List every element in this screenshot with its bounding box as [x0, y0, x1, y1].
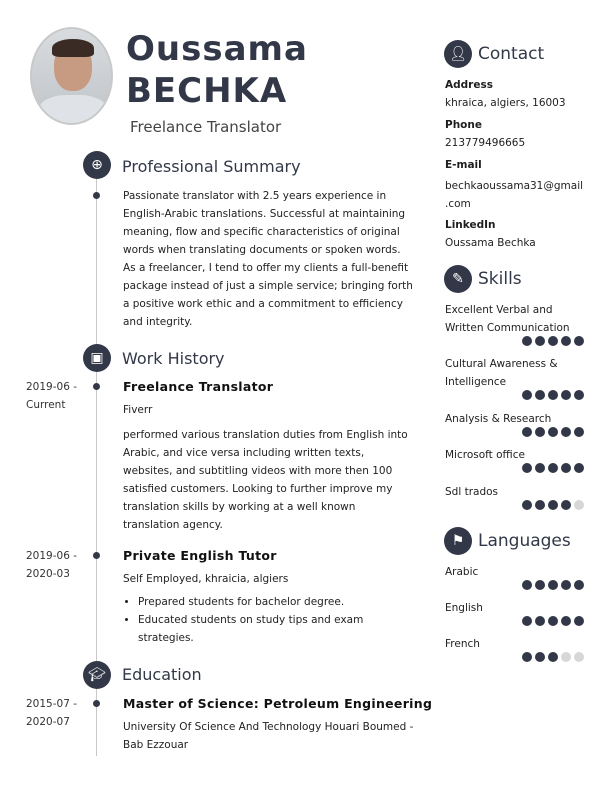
email-label: E-mail	[445, 159, 482, 171]
rating-dot	[522, 616, 532, 626]
rating-dot	[522, 463, 532, 473]
rating-dot	[522, 427, 532, 437]
rating-dot	[548, 336, 558, 346]
rating-dot	[561, 336, 571, 346]
profile-photo	[30, 27, 113, 125]
rating-dot	[522, 580, 532, 590]
section-title-summary: Professional Summary	[122, 157, 301, 176]
section-title-languages: Languages	[478, 531, 571, 551]
first-name: Oussama	[126, 29, 308, 69]
rating-dots	[522, 336, 584, 346]
address-value: khraica, algiers, 16003	[445, 97, 566, 109]
rating-dots	[522, 616, 584, 626]
rating-dots	[522, 652, 584, 662]
summary-text: Passionate translator with 2.5 years experience in English-Arabic translations. Successful at maintaining meaning, flow and specific characteristics of original words when translating documents or spoken words. As a freelancer, I tend to offer my clients a full-benefit package instead of just a simple service; bringing forth a positive work ethic and a commitment to efficiency and integrity.	[123, 190, 413, 328]
rating-dots	[522, 463, 584, 473]
degree-title: Master of Science: Petroleum Engineering	[123, 696, 433, 711]
rating-label: Excellent Verbal and Written Communication	[445, 304, 570, 334]
linkedin-label: LinkedIn	[445, 219, 496, 231]
rating-label: French	[445, 638, 480, 650]
last-name: BECHKA	[126, 71, 288, 111]
rating-dot	[548, 463, 558, 473]
name	[126, 28, 308, 112]
phone-value: 213779496665	[445, 137, 526, 149]
education-date: 2015-07 - 2020-07	[26, 698, 77, 728]
timeline-dot	[93, 383, 100, 390]
rating-dot	[561, 580, 571, 590]
rating-dots	[522, 500, 584, 510]
section-title-skills: Skills	[478, 269, 522, 289]
rating-dot	[522, 500, 532, 510]
rating-dot	[561, 500, 571, 510]
user-icon: 👤︎	[444, 40, 472, 68]
rating-dots	[522, 427, 584, 437]
puzzle-icon: ✎	[444, 265, 472, 293]
job-company: Self Employed, khraicia, algiers	[123, 573, 289, 585]
rating-dot	[574, 500, 584, 510]
rating-dot	[535, 390, 545, 400]
graduation-cap-icon: 🎓︎	[83, 661, 111, 689]
rating-dot	[535, 500, 545, 510]
rating-dot	[535, 580, 545, 590]
rating-dot	[574, 463, 584, 473]
rating-dot	[574, 616, 584, 626]
rating-label: Arabic	[445, 566, 479, 578]
rating-dot	[548, 427, 558, 437]
job-bullets	[123, 593, 415, 647]
email-value[interactable]: bechkaoussama31@gmail .com	[445, 180, 584, 210]
section-title-contact: Contact	[478, 44, 545, 64]
rating-dot	[548, 652, 558, 662]
bullet-item: • Prepared students for bachelor degree.	[138, 593, 415, 611]
phone-label: Phone	[445, 119, 482, 131]
rating-dot	[561, 616, 571, 626]
rating-dot	[522, 390, 532, 400]
school-name: University Of Science And Technology Houari Boumed - Bab Ezzouar	[123, 721, 414, 751]
rating-dot	[548, 390, 558, 400]
rating-dots	[522, 390, 584, 400]
rating-dot	[574, 336, 584, 346]
rating-dot	[561, 652, 571, 662]
job-company: Fiverr	[123, 404, 153, 416]
rating-dot	[574, 580, 584, 590]
rating-dot	[535, 427, 545, 437]
rating-dots	[522, 580, 584, 590]
rating-dot	[574, 390, 584, 400]
job-date: 2019-06 - Current	[26, 381, 77, 411]
section-title-education: Education	[122, 665, 202, 684]
rating-dot	[535, 616, 545, 626]
rating-label: Microsoft office	[445, 449, 525, 461]
job-title: Freelance Translator	[130, 118, 282, 136]
section-title-work: Work History	[122, 349, 225, 368]
job-title-1: Freelance Translator	[123, 379, 274, 394]
rating-label: Cultural Awareness & Intelligence	[445, 358, 558, 388]
rating-dot	[522, 336, 532, 346]
address-label: Address	[445, 79, 493, 91]
rating-dot	[548, 616, 558, 626]
briefcase-icon: ▣	[83, 344, 111, 372]
rating-dot	[561, 463, 571, 473]
rating-dot	[548, 500, 558, 510]
rating-dot	[574, 427, 584, 437]
job-date: 2019-06 - 2020-03	[26, 550, 77, 580]
rating-dot	[535, 463, 545, 473]
job-description: performed various translation duties from English into Arabic, and vice versa including written texts, websites, and subtitling videos with more then 100 satisfied customers. Looking to further improve my translation skills by working at a well known translation agency.	[123, 429, 408, 531]
linkedin-value[interactable]: Oussama Bechka	[445, 237, 536, 249]
job-title-2: Private English Tutor	[123, 548, 277, 563]
timeline-dot	[93, 552, 100, 559]
rating-dot	[522, 652, 532, 662]
rating-label: Sdl trados	[445, 486, 499, 498]
bullet-item: • Educated students on study tips and exam strategies.	[138, 611, 415, 647]
rating-dot	[548, 580, 558, 590]
flag-icon: ⚑	[444, 527, 472, 555]
rating-dot	[561, 427, 571, 437]
rating-dot	[535, 336, 545, 346]
rating-label: English	[445, 602, 483, 614]
timeline-dot	[93, 192, 100, 199]
rating-dot	[561, 390, 571, 400]
rating-label: Analysis & Research	[445, 413, 552, 425]
rating-dot	[535, 652, 545, 662]
rating-dot	[574, 652, 584, 662]
timeline-dot	[93, 700, 100, 707]
target-icon: ⊕	[83, 151, 111, 179]
